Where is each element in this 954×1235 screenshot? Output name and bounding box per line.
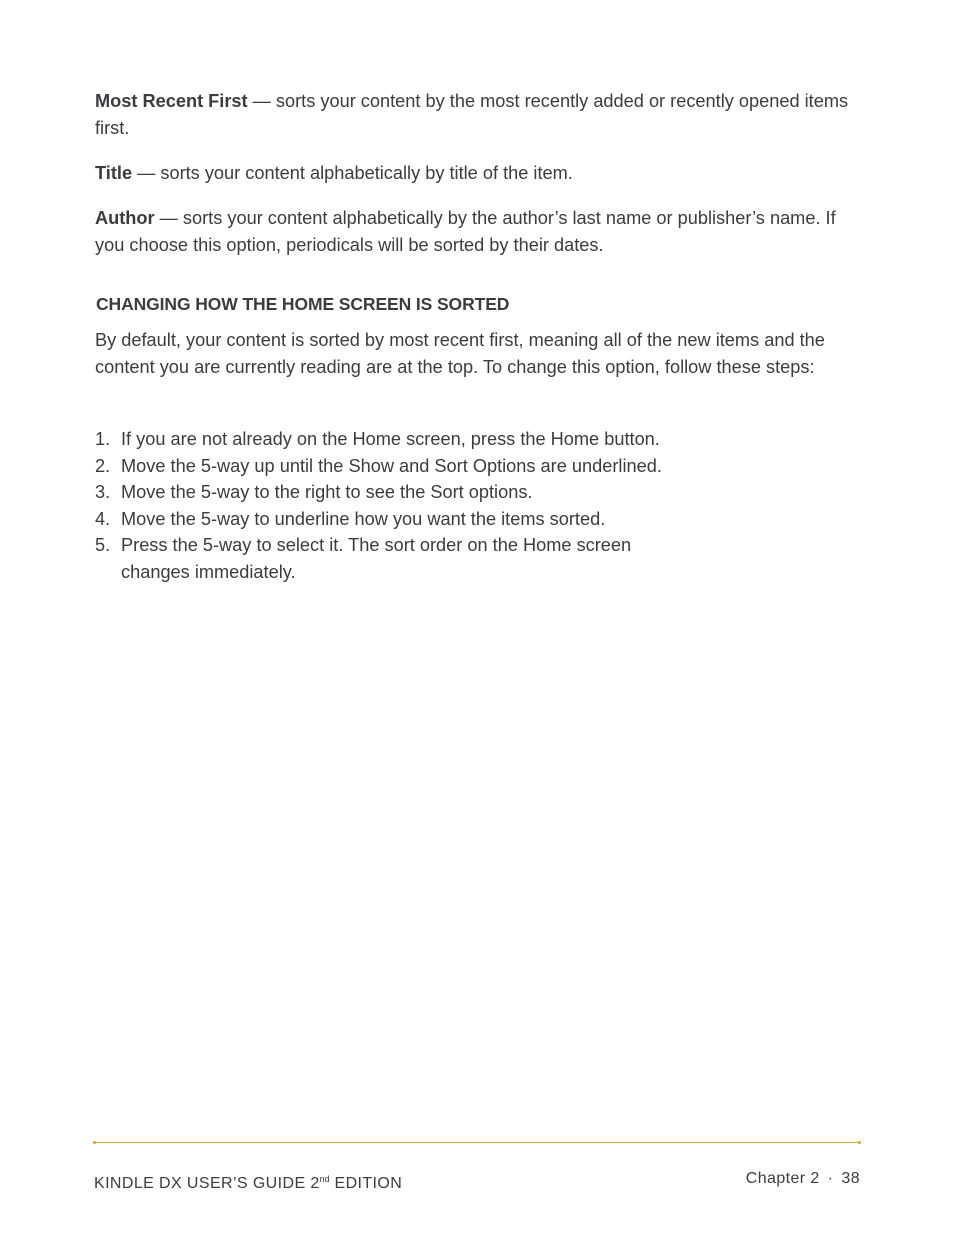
footer-guide-title — [94, 1168, 402, 1195]
step-text: Press the 5-way to select it. The sort order on the Home screen changes immediately. — [121, 535, 632, 582]
list-item — [95, 506, 865, 533]
footer-divider — [94, 1142, 860, 1143]
guide-title-prefix: KINDLE DX USER’S GUIDE 2 — [94, 1175, 320, 1192]
step-number: 4. — [95, 508, 111, 529]
step-number: 2. — [95, 455, 111, 476]
steps-list — [95, 426, 865, 586]
step-text: If you are not already on the Home screen, press the Home button. — [121, 429, 660, 449]
section-intro: By default, your content is sorted by most recent first, meaning all of the new items and the content you are currently reading are at the top. To change this option, follow these steps: — [95, 330, 825, 377]
list-item — [95, 426, 865, 453]
step-number: 1. — [95, 429, 111, 449]
page-number: 38 — [841, 1170, 860, 1187]
step-text: Move the 5-way up until the Show and Sort Options are underlined. — [121, 455, 662, 476]
chapter-label: Chapter 2 — [745, 1170, 820, 1187]
footer-separator: · — [827, 1170, 834, 1187]
section-heading: CHANGING HOW THE HOME SCREEN IS SORTED — [96, 294, 510, 314]
footer-page-info — [746, 1168, 860, 1190]
step-number: 5. — [95, 535, 111, 556]
list-item — [95, 479, 865, 506]
definition-term: Title — [95, 163, 133, 183]
list-item — [95, 532, 865, 585]
definition-text: — sorts your content by the most recently added or recently opened items first. — [95, 91, 849, 138]
definition-most-recent-first — [95, 88, 865, 141]
step-text: Move the 5-way to underline how you want the items sorted. — [121, 508, 606, 529]
definition-term: Author — [95, 208, 155, 228]
edition-superscript: nd — [319, 1174, 330, 1184]
definition-term: Most Recent First — [95, 91, 248, 111]
step-number: 3. — [95, 482, 111, 503]
definition-text: — sorts your content alphabetically by title of the item. — [132, 163, 573, 183]
definition-title — [95, 160, 865, 187]
definition-text: — sorts your content alphabetically by the author’s last name or publisher’s name. If you choose this option, periodicals will be sorted by their dates. — [95, 208, 836, 255]
step-text: Move the 5-way to the right to see the Sort options. — [121, 482, 533, 503]
list-item — [95, 453, 865, 480]
guide-title-suffix: EDITION — [329, 1175, 403, 1192]
definition-author — [95, 205, 865, 258]
